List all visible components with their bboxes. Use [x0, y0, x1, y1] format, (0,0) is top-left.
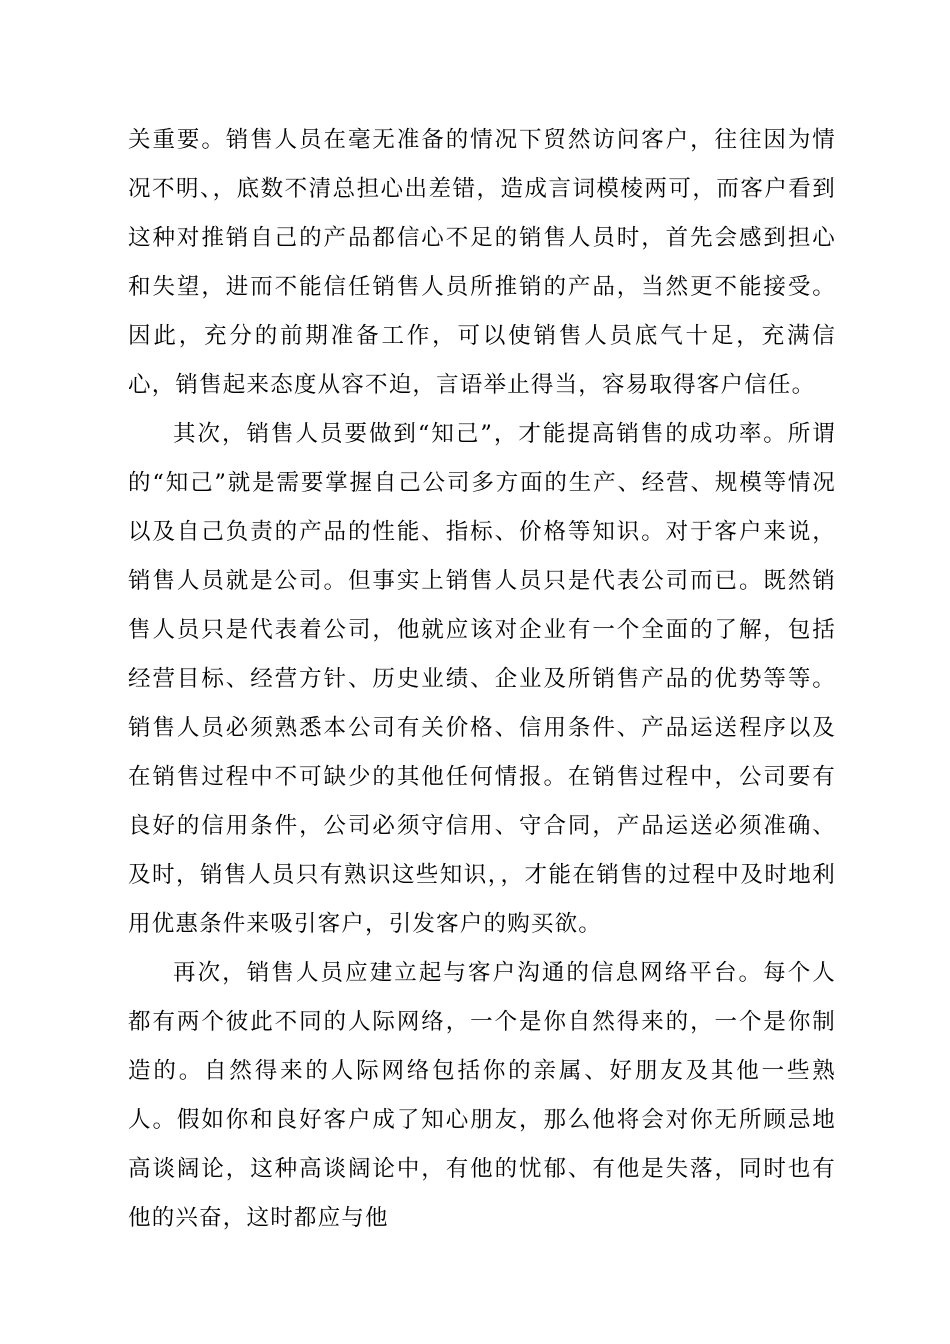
paragraph-1: 关重要。销售人员在毫无准备的情况下贸然访问客户，往往因为情况不明、，底数不清总担心出差错，造成言词模棱两可，而客户看到这种对推销自己的产品都信心不足的销售人员时，首先会感到担心和失望，进而不能信任销售人员所推销的产品，当然更不能接受。因此，充分的前期准备工作，可以使销售人员底气十足，充满信心，销售起来态度从容不迫，言语举止得当，容易取得客户信任。: [128, 127, 836, 398]
document-page: [128, 116, 836, 1243]
paragraph-3: 再次，销售人员应建立起与客户沟通的信息网络平台。每个人都有两个彼此不同的人际网络，一个是你自然得来的，一个是你制造的。自然得来的人际网络包括你的亲属、好朋友及其他一些熟人。假如你和良好客户成了知心朋友，那么他将会对你无所顾忌地高谈阔论，这种高谈阔论中，有他的忧郁、有他是失落，同时也有他的兴奋，这时都应与他: [128, 960, 836, 1231]
paragraph-2: 其次，销售人员要做到“知己”，才能提高销售的成功率。所谓的“知己”就是需要掌握自己公司多方面的生产、经营、规模等情况以及自己负责的产品的性能、指标、价格等知识。对于客户来说，销售人员就是公司。但事实上销售人员只是代表公司而已。既然销售人员只是代表着公司，他就应该对企业有一个全面的了解，包括经营目标、经营方针、历史业绩、企业及所销售产品的优势等等。销售人员必须熟悉本公司有关价格、信用条件、产品运送程序以及在销售过程中不可缺少的其他任何情报。在销售过程中，公司要有良好的信用条件，公司必须守信用、守合同，产品运送必须准确、及时，销售人员只有熟识这些知识，，才能在销售的过程中及时地利用优惠条件来吸引客户，引发客户的购买欲。: [128, 421, 836, 937]
